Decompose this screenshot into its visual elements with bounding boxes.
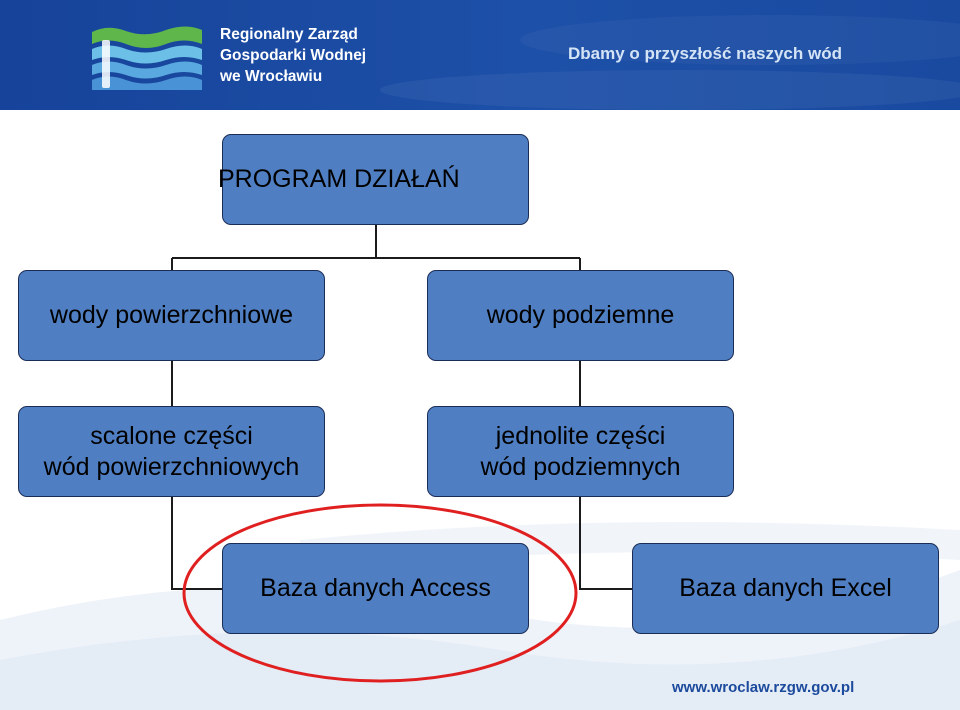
organization-name: Regionalny Zarząd Gospodarki Wodnej we Wrocławiu — [220, 26, 367, 85]
footer-url-link[interactable]: www.wroclaw.rzgw.gov.pl — [672, 679, 855, 696]
node-scalone-czesci: scalone części wód powierzchniowych — [18, 406, 325, 497]
node-baza-excel: Baza danych Excel — [632, 543, 939, 634]
node-wody-powierzchniowe: wody powierzchniowe — [18, 270, 325, 361]
node-baza-access: Baza danych Access — [222, 543, 529, 634]
node-jednolite-czesci: jednolite części wód podziemnych — [427, 406, 734, 497]
node-program-dzialan: PROGRAM DZIAŁAŃ — [222, 134, 529, 225]
header-slogan: Dbamy o przyszłość naszych wód — [568, 44, 842, 63]
node-wody-podziemne: wody podziemne — [427, 270, 734, 361]
